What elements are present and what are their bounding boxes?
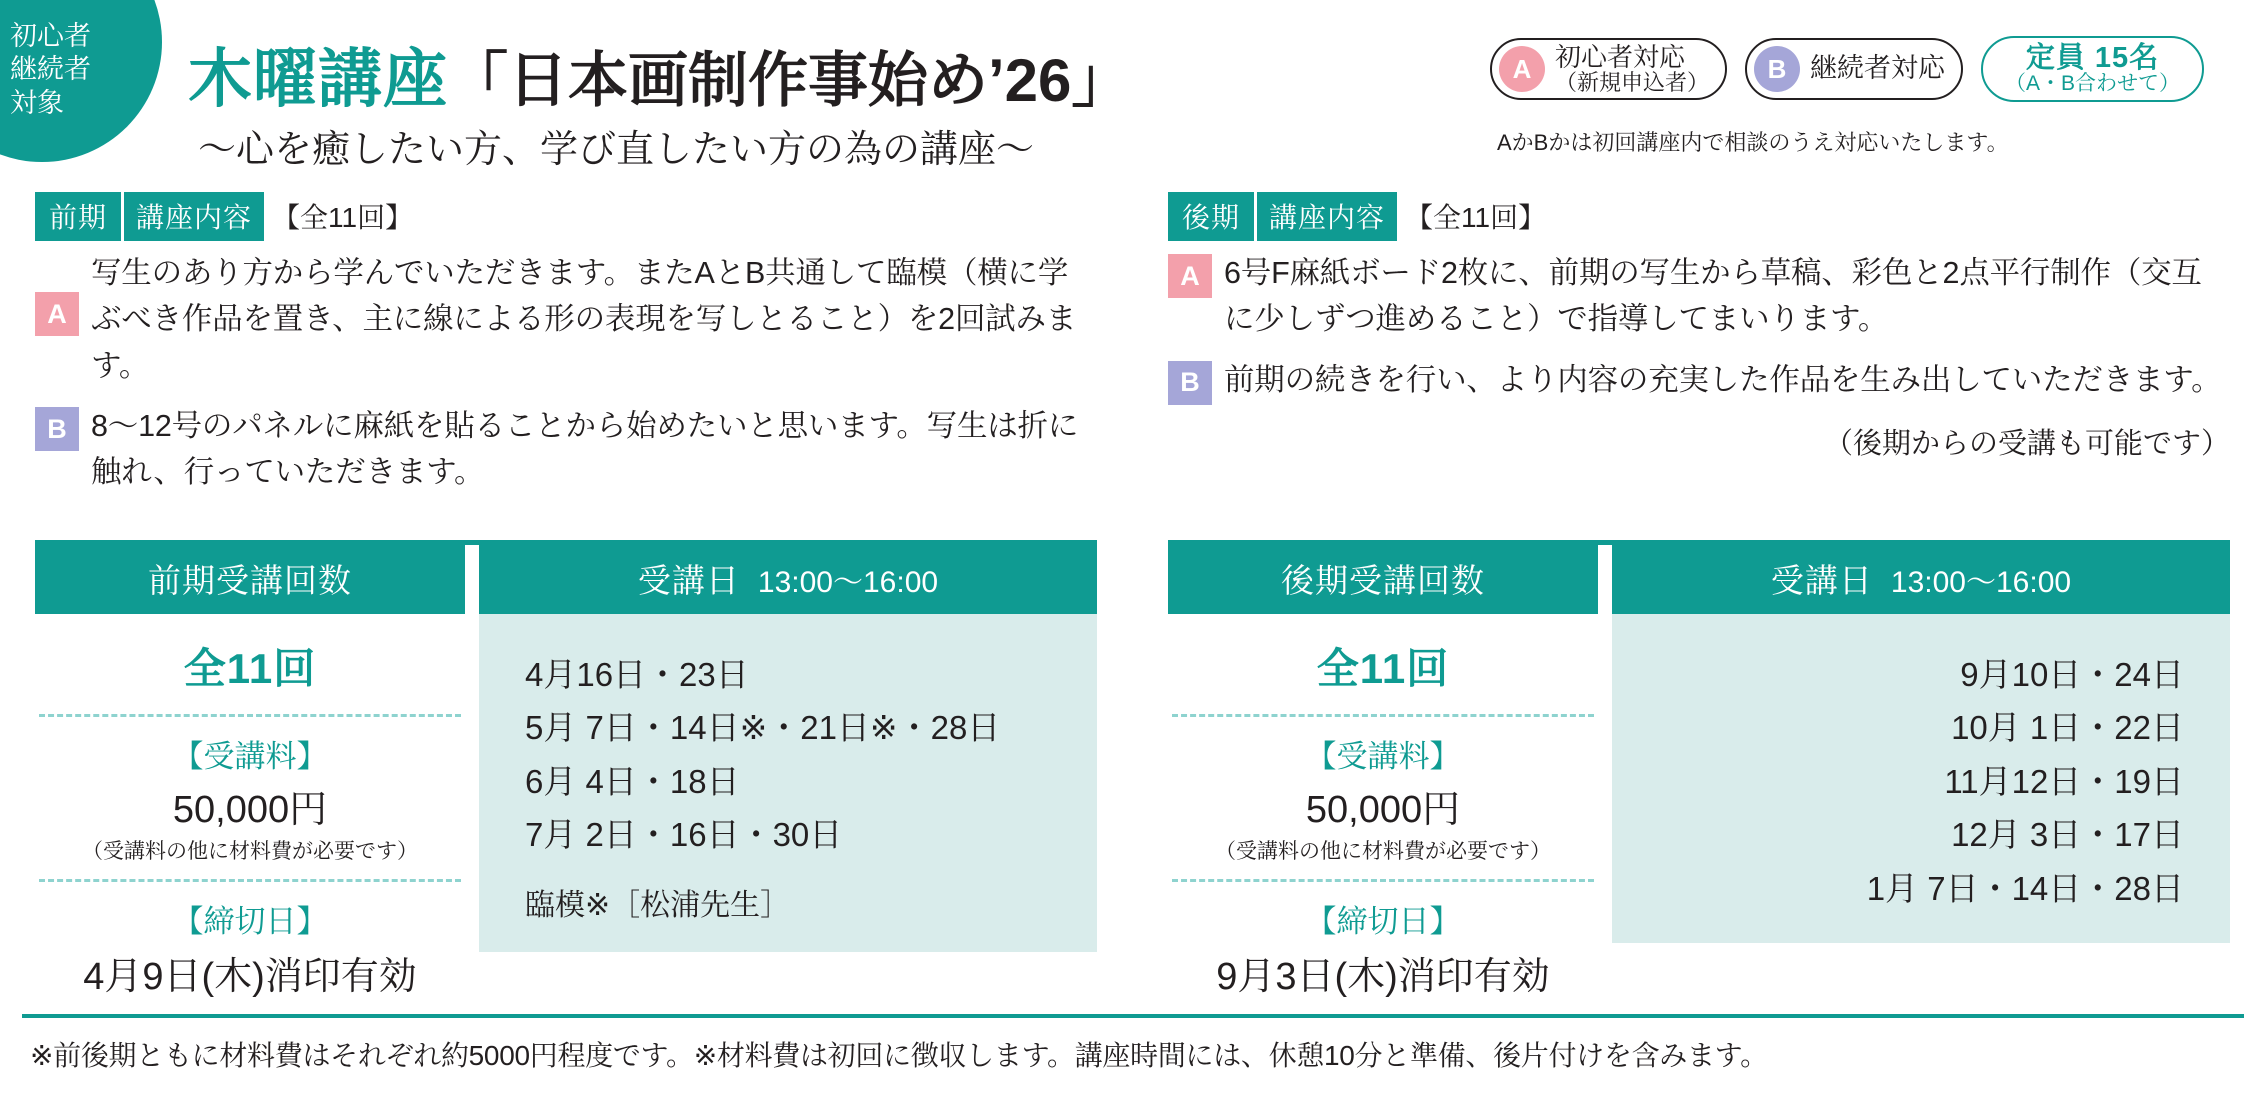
table-second-deadline-value: 9月3日(木)消印有効: [1216, 956, 1550, 998]
badge-a-square-icon: A: [35, 292, 79, 336]
table-second-left-column: [1168, 545, 1598, 1016]
table-second-total: 全11回: [1316, 645, 1450, 692]
table-first-days-body: [479, 614, 1097, 952]
table-first-count-header: 前期受講回数: [35, 545, 465, 614]
corner-badge-line-2: 継続者: [10, 54, 91, 85]
title-sub: 「日本画制作事始め’26」: [448, 47, 1132, 114]
table-first-deadline-label: 【締切日】: [172, 904, 328, 939]
badge-a-square-icon: A: [1168, 254, 1212, 298]
table-first-days-label: 受講日: [637, 562, 740, 599]
table-first-date-2: 5月 7日・14日※・21日※・28日: [525, 709, 1001, 747]
legend: [1490, 36, 2204, 102]
table-second-days-label: 受講日: [1770, 562, 1873, 599]
table-second-count-body: [1168, 614, 1598, 1016]
section-first-block-b: [35, 403, 1097, 496]
legend-note: AかBかは初回講座内で相談のうえ対応いたします。: [1497, 130, 2009, 155]
legend-item-a: [1490, 38, 1727, 100]
table-second-deadline-label: 【締切日】: [1305, 904, 1461, 939]
section-second-block-a: [1168, 250, 2230, 343]
table-first-left-column: [35, 545, 465, 1016]
capacity-badge: [1981, 36, 2204, 102]
capacity-label: 定員 15名: [2025, 41, 2160, 74]
section-second-block-b: [1168, 357, 2230, 405]
table-second-date-5: 1月 7日・14日・28日: [1866, 869, 2184, 907]
footer-divider: [22, 1014, 2244, 1018]
section-second-term: [1168, 196, 2230, 462]
badge-b-square-icon: B: [35, 407, 79, 451]
section-second-heading: [1168, 196, 2230, 236]
table-first-fee-note: （受講料の他に材料費が必要です）: [82, 840, 418, 863]
table-second-date-4: 12月 3日・17日: [1951, 816, 2184, 854]
table-second-count-header: 後期受講回数: [1168, 545, 1598, 614]
page-subtitle: 〜心を癒したい方、学び直したい方の為の講座〜: [198, 129, 1035, 171]
table-second-time: 13:00〜16:00: [1890, 566, 2072, 599]
section-first-term: [35, 196, 1097, 510]
section-first-count: 【全11回】: [272, 202, 414, 233]
table-first-right-column: [479, 545, 1097, 1016]
table-first-time: 13:00〜16:00: [757, 566, 939, 599]
table-first-fee-value: 50,000円: [172, 789, 328, 831]
section-first-chip-term: 前期: [35, 192, 121, 241]
table-first-date-4: 7月 2日・16日・30日: [525, 816, 843, 854]
title-main: 木曜講座: [188, 43, 448, 115]
badge-b-icon: B: [1754, 46, 1800, 92]
section-first-block-a: [35, 250, 1097, 389]
legend-item-b: [1745, 38, 1963, 100]
legend-a-label: 初心者対応: [1555, 41, 1686, 72]
table-first-dates-footnote: 臨模※［松浦先生］: [525, 888, 791, 922]
table-second-days-header: [1612, 545, 2230, 614]
table-second-days-body: [1612, 614, 2230, 943]
section-second-text-a: 6号F麻紙ボード2枚に、前期の写生から草稿、彩色と2点平行制作（交互に少しずつ進めること）で指導してまいります。: [1224, 256, 2202, 337]
table-first-days-header: [479, 545, 1097, 614]
table-second-term: [1168, 540, 2230, 1016]
table-first-fee-label: 【受講料】: [172, 739, 328, 774]
section-second-note: （後期からの受講も可能です）: [1823, 427, 2230, 460]
section-first-chip-content: 講座内容: [121, 192, 264, 241]
table-first-term: [35, 540, 1097, 1016]
section-second-count: 【全11回】: [1405, 202, 1547, 233]
section-first-text-a: 写生のあり方から学んでいただきます。またAとB共通して臨模（横に学ぶべき作品を置き、主に線による形の表現を写しとること）を2回試みます。: [91, 256, 1077, 383]
header: [0, 0, 2263, 182]
section-second-chip-term: 後期: [1168, 192, 1254, 241]
badge-a-icon: A: [1499, 46, 1545, 92]
corner-badge-line-1: 初心者: [10, 21, 91, 51]
corner-badge-line-3: 対象: [10, 87, 64, 118]
table-second-fee-note: （受講料の他に材料費が必要です）: [1215, 840, 1551, 863]
legend-b-label: 継続者対応: [1810, 53, 1946, 84]
table-second-fee-label: 【受講料】: [1305, 739, 1461, 774]
badge-b-square-icon: B: [1168, 361, 1212, 405]
table-first-date-1: 4月16日・23日: [525, 656, 749, 693]
table-first-date-3: 6月 4日・18日: [525, 762, 740, 800]
table-first-total: 全11回: [183, 645, 317, 692]
page-title: [188, 28, 1131, 120]
section-first-heading: [35, 196, 1097, 236]
table-first-deadline-value: 4月9日(木)消印有効: [83, 956, 417, 998]
section-first-text-b: 8〜12号のパネルに麻紙を貼ることから始めたいと思います。写生は折に触れ、行っていただきます。: [91, 409, 1079, 490]
table-second-fee-value: 50,000円: [1305, 789, 1461, 831]
section-second-chip-content: 講座内容: [1254, 192, 1397, 241]
table-second-date-2: 10月 1日・22日: [1951, 709, 2184, 747]
table-second-date-1: 9月10日・24日: [1960, 656, 2184, 693]
legend-a-sublabel: （新規申込者）: [1555, 70, 1710, 96]
table-second-right-column: [1612, 545, 2230, 1016]
table-second-date-3: 11月12日・19日: [1944, 762, 2184, 800]
table-first-count-body: [35, 614, 465, 1016]
footer-note: ※前後期ともに材料費はそれぞれ約5000円程度です。※材料費は初回に徴収します。講座時間には、休憩10分と準備、後片付けを含みます。: [30, 1040, 1768, 1071]
section-second-text-b: 前期の続きを行い、より内容の充実した作品を生み出していただきます。: [1224, 362, 2222, 397]
capacity-sublabel: （A・B合わせて）: [2005, 72, 2181, 96]
